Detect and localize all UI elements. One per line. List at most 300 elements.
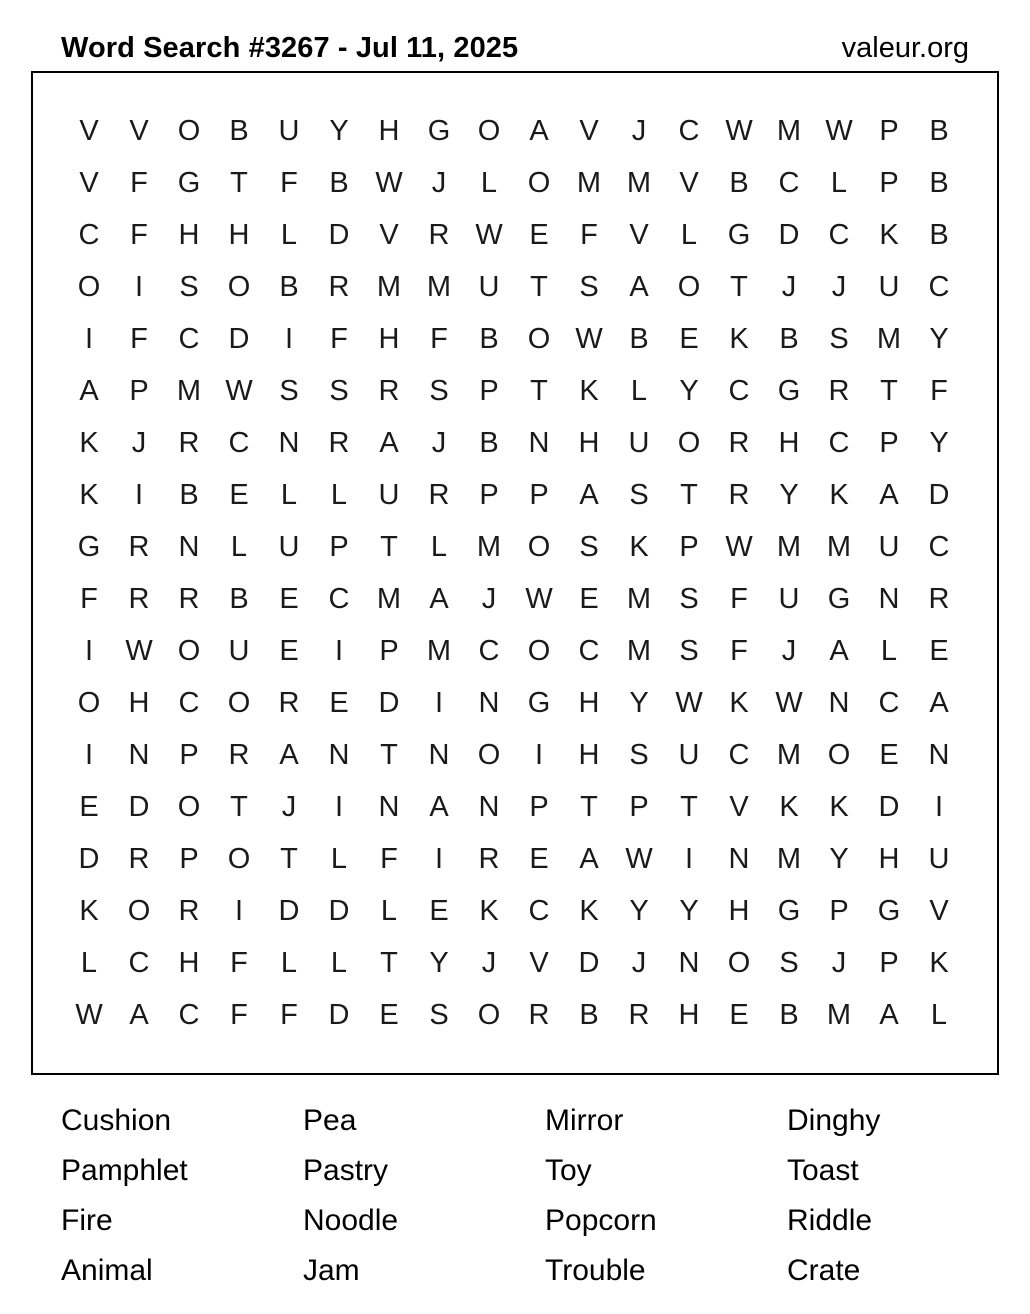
grid-cell[interactable]: H: [378, 322, 400, 355]
grid-cell[interactable]: U: [478, 270, 500, 303]
grid-cell[interactable]: M: [776, 842, 802, 875]
grid-cell[interactable]: W: [775, 686, 803, 719]
grid-cell[interactable]: B: [929, 218, 949, 251]
grid-cell[interactable]: O: [477, 998, 501, 1031]
grid-cell[interactable]: A: [879, 998, 899, 1031]
grid-cell[interactable]: L: [80, 946, 98, 979]
grid-cell[interactable]: I: [934, 790, 944, 823]
grid-cell[interactable]: T: [680, 478, 698, 511]
grid-cell[interactable]: E: [729, 998, 749, 1031]
grid-cell[interactable]: T: [530, 270, 548, 303]
grid-cell[interactable]: U: [278, 530, 300, 563]
grid-cell[interactable]: J: [831, 946, 847, 979]
grid-cell[interactable]: A: [279, 738, 299, 771]
grid-cell[interactable]: M: [576, 166, 602, 199]
grid-cell[interactable]: O: [527, 322, 551, 355]
grid-cell[interactable]: T: [380, 946, 398, 979]
grid-cell[interactable]: R: [328, 270, 350, 303]
grid-cell[interactable]: E: [379, 998, 399, 1031]
grid-cell[interactable]: I: [134, 478, 144, 511]
grid-cell[interactable]: C: [128, 946, 150, 979]
grid-cell[interactable]: E: [279, 634, 299, 667]
grid-cell[interactable]: L: [880, 634, 898, 667]
grid-cell[interactable]: I: [234, 894, 244, 927]
grid-cell[interactable]: L: [230, 530, 248, 563]
grid-cell[interactable]: D: [328, 218, 350, 251]
grid-cell[interactable]: F: [130, 322, 148, 355]
grid-cell[interactable]: G: [777, 374, 801, 407]
grid-cell[interactable]: W: [825, 114, 853, 147]
grid-cell[interactable]: L: [830, 166, 848, 199]
grid-cell[interactable]: E: [429, 894, 449, 927]
grid-cell[interactable]: B: [579, 998, 599, 1031]
grid-cell[interactable]: N: [128, 738, 150, 771]
grid-cell[interactable]: I: [134, 270, 144, 303]
grid-cell[interactable]: U: [228, 634, 250, 667]
grid-cell[interactable]: T: [730, 270, 748, 303]
grid-cell[interactable]: O: [227, 842, 251, 875]
grid-cell[interactable]: C: [578, 634, 600, 667]
grid-cell[interactable]: N: [178, 530, 200, 563]
grid-cell[interactable]: D: [228, 322, 250, 355]
grid-cell[interactable]: H: [228, 218, 250, 251]
grid-cell[interactable]: W: [725, 114, 753, 147]
grid-cell[interactable]: D: [578, 946, 600, 979]
grid-cell[interactable]: N: [828, 686, 850, 719]
grid-cell[interactable]: O: [177, 790, 201, 823]
grid-cell[interactable]: W: [725, 530, 753, 563]
grid-cell[interactable]: C: [878, 686, 900, 719]
grid-cell[interactable]: F: [130, 218, 148, 251]
grid-cell[interactable]: S: [579, 270, 599, 303]
grid-cell[interactable]: R: [128, 530, 150, 563]
grid-cell[interactable]: J: [481, 582, 497, 615]
grid-cell[interactable]: K: [879, 218, 899, 251]
grid-cell[interactable]: R: [478, 842, 500, 875]
grid-cell[interactable]: T: [380, 738, 398, 771]
grid-cell[interactable]: Y: [779, 478, 799, 511]
grid-cell[interactable]: D: [78, 842, 100, 875]
grid-cell[interactable]: F: [930, 374, 948, 407]
grid-cell[interactable]: I: [684, 842, 694, 875]
grid-cell[interactable]: N: [378, 790, 400, 823]
grid-cell[interactable]: Y: [679, 374, 699, 407]
grid-cell[interactable]: L: [330, 842, 348, 875]
grid-cell[interactable]: V: [629, 218, 649, 251]
grid-cell[interactable]: F: [580, 218, 598, 251]
grid-cell[interactable]: T: [230, 790, 248, 823]
grid-cell[interactable]: N: [278, 426, 300, 459]
grid-cell[interactable]: P: [179, 738, 199, 771]
grid-cell[interactable]: C: [528, 894, 550, 927]
grid-cell[interactable]: W: [575, 322, 603, 355]
grid-cell[interactable]: D: [128, 790, 150, 823]
grid-cell[interactable]: E: [579, 582, 599, 615]
grid-cell[interactable]: K: [579, 894, 599, 927]
grid-cell[interactable]: P: [629, 790, 649, 823]
grid-cell[interactable]: F: [730, 582, 748, 615]
grid-cell[interactable]: P: [879, 946, 899, 979]
grid-cell[interactable]: P: [879, 426, 899, 459]
grid-cell[interactable]: Y: [329, 114, 349, 147]
grid-cell[interactable]: T: [680, 790, 698, 823]
grid-cell[interactable]: K: [729, 322, 749, 355]
grid-cell[interactable]: H: [178, 218, 200, 251]
grid-cell[interactable]: L: [280, 218, 298, 251]
grid-cell[interactable]: V: [79, 166, 99, 199]
grid-cell[interactable]: B: [229, 114, 249, 147]
grid-cell[interactable]: P: [479, 478, 499, 511]
grid-cell[interactable]: G: [877, 894, 901, 927]
grid-cell[interactable]: R: [178, 582, 200, 615]
grid-cell[interactable]: O: [527, 634, 551, 667]
grid-cell[interactable]: C: [928, 270, 950, 303]
grid-cell[interactable]: C: [828, 218, 850, 251]
grid-cell[interactable]: R: [728, 478, 750, 511]
grid-cell[interactable]: V: [929, 894, 949, 927]
grid-cell[interactable]: H: [728, 894, 750, 927]
grid-cell[interactable]: M: [176, 374, 202, 407]
grid-cell[interactable]: E: [279, 582, 299, 615]
grid-cell[interactable]: E: [879, 738, 899, 771]
grid-cell[interactable]: U: [778, 582, 800, 615]
grid-cell[interactable]: I: [334, 790, 344, 823]
grid-cell[interactable]: M: [876, 322, 902, 355]
grid-cell[interactable]: H: [378, 114, 400, 147]
grid-cell[interactable]: N: [878, 582, 900, 615]
grid-cell[interactable]: L: [480, 166, 498, 199]
grid-cell[interactable]: V: [79, 114, 99, 147]
grid-cell[interactable]: M: [426, 270, 452, 303]
grid-cell[interactable]: L: [430, 530, 448, 563]
grid-cell[interactable]: T: [280, 842, 298, 875]
grid-cell[interactable]: I: [84, 322, 94, 355]
grid-cell[interactable]: V: [729, 790, 749, 823]
grid-cell[interactable]: M: [376, 270, 402, 303]
grid-cell[interactable]: J: [431, 166, 447, 199]
grid-cell[interactable]: E: [529, 218, 549, 251]
grid-cell[interactable]: B: [179, 478, 199, 511]
grid-cell[interactable]: F: [80, 582, 98, 615]
grid-cell[interactable]: C: [178, 322, 200, 355]
grid-cell[interactable]: P: [379, 634, 399, 667]
grid-cell[interactable]: J: [431, 426, 447, 459]
grid-cell[interactable]: K: [779, 790, 799, 823]
grid-cell[interactable]: V: [679, 166, 699, 199]
grid-cell[interactable]: B: [329, 166, 349, 199]
grid-cell[interactable]: N: [728, 842, 750, 875]
grid-cell[interactable]: B: [929, 166, 949, 199]
grid-cell[interactable]: H: [578, 426, 600, 459]
grid-cell[interactable]: N: [328, 738, 350, 771]
grid-cell[interactable]: G: [177, 166, 201, 199]
grid-cell[interactable]: S: [329, 374, 349, 407]
grid-cell[interactable]: R: [228, 738, 250, 771]
grid-cell[interactable]: Y: [429, 946, 449, 979]
grid-cell[interactable]: M: [776, 530, 802, 563]
grid-cell[interactable]: J: [281, 790, 297, 823]
grid-cell[interactable]: C: [928, 530, 950, 563]
grid-cell[interactable]: M: [776, 114, 802, 147]
grid-cell[interactable]: B: [729, 166, 749, 199]
grid-cell[interactable]: M: [626, 634, 652, 667]
grid-cell[interactable]: S: [629, 478, 649, 511]
grid-cell[interactable]: A: [79, 374, 99, 407]
grid-cell[interactable]: R: [328, 426, 350, 459]
grid-cell[interactable]: C: [728, 738, 750, 771]
grid-cell[interactable]: Y: [929, 322, 949, 355]
grid-cell[interactable]: H: [678, 998, 700, 1031]
grid-cell[interactable]: W: [125, 634, 153, 667]
grid-cell[interactable]: Y: [629, 686, 649, 719]
grid-cell[interactable]: S: [179, 270, 199, 303]
grid-cell[interactable]: O: [77, 686, 101, 719]
grid-cell[interactable]: B: [479, 322, 499, 355]
grid-cell[interactable]: T: [880, 374, 898, 407]
grid-cell[interactable]: D: [928, 478, 950, 511]
grid-cell[interactable]: T: [380, 530, 398, 563]
grid-cell[interactable]: M: [826, 530, 852, 563]
grid-cell[interactable]: C: [728, 374, 750, 407]
grid-cell[interactable]: Y: [679, 894, 699, 927]
grid-cell[interactable]: U: [928, 842, 950, 875]
grid-cell[interactable]: O: [477, 114, 501, 147]
grid-cell[interactable]: I: [434, 842, 444, 875]
grid-cell[interactable]: C: [778, 166, 800, 199]
grid-cell[interactable]: H: [128, 686, 150, 719]
grid-cell[interactable]: A: [579, 478, 599, 511]
grid-cell[interactable]: J: [831, 270, 847, 303]
grid-cell[interactable]: F: [230, 946, 248, 979]
grid-cell[interactable]: A: [379, 426, 399, 459]
grid-cell[interactable]: G: [727, 218, 751, 251]
grid-cell[interactable]: B: [229, 582, 249, 615]
grid-cell[interactable]: W: [375, 166, 403, 199]
grid-cell[interactable]: H: [178, 946, 200, 979]
grid-cell[interactable]: F: [730, 634, 748, 667]
grid-cell[interactable]: O: [127, 894, 151, 927]
grid-cell[interactable]: A: [429, 582, 449, 615]
grid-cell[interactable]: J: [631, 946, 647, 979]
grid-cell[interactable]: F: [430, 322, 448, 355]
grid-cell[interactable]: D: [878, 790, 900, 823]
grid-cell[interactable]: R: [128, 842, 150, 875]
grid-cell[interactable]: K: [79, 426, 99, 459]
grid-cell[interactable]: J: [631, 114, 647, 147]
grid-cell[interactable]: A: [129, 998, 149, 1031]
grid-cell[interactable]: O: [477, 738, 501, 771]
grid-cell[interactable]: G: [527, 686, 551, 719]
grid-cell[interactable]: P: [329, 530, 349, 563]
grid-cell[interactable]: S: [679, 634, 699, 667]
grid-cell[interactable]: L: [380, 894, 398, 927]
grid-cell[interactable]: N: [478, 686, 500, 719]
grid-cell[interactable]: V: [129, 114, 149, 147]
grid-cell[interactable]: T: [230, 166, 248, 199]
grid-cell[interactable]: E: [229, 478, 249, 511]
grid-cell[interactable]: U: [678, 738, 700, 771]
grid-cell[interactable]: U: [278, 114, 300, 147]
grid-cell[interactable]: M: [426, 634, 452, 667]
grid-cell[interactable]: O: [827, 738, 851, 771]
grid-cell[interactable]: P: [679, 530, 699, 563]
grid-cell[interactable]: W: [75, 998, 103, 1031]
grid-cell[interactable]: W: [225, 374, 253, 407]
grid-cell[interactable]: K: [79, 894, 99, 927]
grid-cell[interactable]: B: [929, 114, 949, 147]
grid-cell[interactable]: A: [529, 114, 549, 147]
grid-cell[interactable]: F: [380, 842, 398, 875]
grid-cell[interactable]: V: [379, 218, 399, 251]
grid-cell[interactable]: W: [675, 686, 703, 719]
grid-cell[interactable]: M: [826, 998, 852, 1031]
grid-cell[interactable]: K: [479, 894, 499, 927]
grid-cell[interactable]: M: [376, 582, 402, 615]
grid-cell[interactable]: U: [628, 426, 650, 459]
grid-cell[interactable]: O: [227, 686, 251, 719]
grid-cell[interactable]: P: [829, 894, 849, 927]
grid-cell[interactable]: O: [77, 270, 101, 303]
grid-cell[interactable]: A: [579, 842, 599, 875]
grid-cell[interactable]: D: [328, 894, 350, 927]
grid-cell[interactable]: M: [776, 738, 802, 771]
grid-cell[interactable]: P: [879, 114, 899, 147]
grid-cell[interactable]: E: [329, 686, 349, 719]
grid-cell[interactable]: C: [228, 426, 250, 459]
grid-cell[interactable]: Y: [829, 842, 849, 875]
grid-cell[interactable]: S: [629, 738, 649, 771]
grid-cell[interactable]: U: [878, 270, 900, 303]
grid-cell[interactable]: C: [178, 686, 200, 719]
grid-cell[interactable]: T: [530, 374, 548, 407]
grid-cell[interactable]: R: [428, 218, 450, 251]
grid-cell[interactable]: O: [177, 634, 201, 667]
grid-cell[interactable]: R: [278, 686, 300, 719]
grid-cell[interactable]: R: [178, 894, 200, 927]
grid-cell[interactable]: K: [579, 374, 599, 407]
grid-cell[interactable]: E: [679, 322, 699, 355]
grid-cell[interactable]: R: [128, 582, 150, 615]
grid-cell[interactable]: J: [131, 426, 147, 459]
grid-cell[interactable]: O: [677, 426, 701, 459]
grid-cell[interactable]: P: [879, 166, 899, 199]
grid-cell[interactable]: I: [434, 686, 444, 719]
grid-cell[interactable]: D: [778, 218, 800, 251]
grid-cell[interactable]: K: [729, 686, 749, 719]
grid-cell[interactable]: H: [578, 686, 600, 719]
grid-cell[interactable]: P: [479, 374, 499, 407]
grid-cell[interactable]: K: [829, 790, 849, 823]
grid-cell[interactable]: S: [429, 998, 449, 1031]
grid-cell[interactable]: M: [626, 582, 652, 615]
grid-cell[interactable]: B: [479, 426, 499, 459]
grid-cell[interactable]: D: [278, 894, 300, 927]
grid-cell[interactable]: L: [930, 998, 948, 1031]
grid-cell[interactable]: I: [84, 634, 94, 667]
grid-cell[interactable]: D: [328, 998, 350, 1031]
grid-cell[interactable]: Y: [629, 894, 649, 927]
grid-cell[interactable]: B: [279, 270, 299, 303]
grid-cell[interactable]: O: [727, 946, 751, 979]
grid-cell[interactable]: E: [529, 842, 549, 875]
grid-cell[interactable]: M: [476, 530, 502, 563]
grid-cell[interactable]: H: [578, 738, 600, 771]
grid-cell[interactable]: W: [525, 582, 553, 615]
grid-cell[interactable]: B: [629, 322, 649, 355]
grid-cell[interactable]: F: [130, 166, 148, 199]
grid-cell[interactable]: K: [629, 530, 649, 563]
grid-cell[interactable]: Y: [929, 426, 949, 459]
grid-cell[interactable]: N: [928, 738, 950, 771]
grid-cell[interactable]: R: [378, 374, 400, 407]
grid-cell[interactable]: P: [129, 374, 149, 407]
grid-cell[interactable]: L: [680, 218, 698, 251]
grid-cell[interactable]: C: [178, 998, 200, 1031]
grid-cell[interactable]: M: [626, 166, 652, 199]
grid-cell[interactable]: V: [529, 946, 549, 979]
grid-cell[interactable]: N: [678, 946, 700, 979]
grid-cell[interactable]: S: [779, 946, 799, 979]
grid-cell[interactable]: F: [330, 322, 348, 355]
grid-cell[interactable]: L: [630, 374, 648, 407]
grid-cell[interactable]: L: [280, 478, 298, 511]
grid-cell[interactable]: F: [280, 998, 298, 1031]
grid-cell[interactable]: L: [280, 946, 298, 979]
grid-cell[interactable]: R: [928, 582, 950, 615]
grid-cell[interactable]: O: [527, 530, 551, 563]
grid-cell[interactable]: R: [178, 426, 200, 459]
grid-cell[interactable]: I: [84, 738, 94, 771]
grid-cell[interactable]: A: [929, 686, 949, 719]
grid-cell[interactable]: C: [78, 218, 100, 251]
grid-cell[interactable]: A: [879, 478, 899, 511]
grid-cell[interactable]: O: [177, 114, 201, 147]
grid-cell[interactable]: N: [528, 426, 550, 459]
grid-cell[interactable]: G: [777, 894, 801, 927]
grid-cell[interactable]: A: [629, 270, 649, 303]
grid-cell[interactable]: R: [428, 478, 450, 511]
grid-cell[interactable]: B: [779, 322, 799, 355]
grid-cell[interactable]: T: [580, 790, 598, 823]
grid-cell[interactable]: H: [878, 842, 900, 875]
grid-cell[interactable]: I: [534, 738, 544, 771]
grid-cell[interactable]: U: [378, 478, 400, 511]
grid-cell[interactable]: O: [227, 270, 251, 303]
grid-cell[interactable]: R: [528, 998, 550, 1031]
grid-cell[interactable]: V: [579, 114, 599, 147]
grid-cell[interactable]: J: [781, 270, 797, 303]
grid-cell[interactable]: J: [781, 634, 797, 667]
grid-cell[interactable]: S: [679, 582, 699, 615]
grid-cell[interactable]: C: [678, 114, 700, 147]
grid-cell[interactable]: R: [828, 374, 850, 407]
grid-cell[interactable]: G: [427, 114, 451, 147]
grid-cell[interactable]: A: [829, 634, 849, 667]
grid-cell[interactable]: F: [230, 998, 248, 1031]
grid-cell[interactable]: H: [778, 426, 800, 459]
grid-cell[interactable]: S: [829, 322, 849, 355]
grid-cell[interactable]: J: [481, 946, 497, 979]
grid-cell[interactable]: G: [827, 582, 851, 615]
grid-cell[interactable]: O: [527, 166, 551, 199]
grid-cell[interactable]: R: [628, 998, 650, 1031]
grid-cell[interactable]: O: [677, 270, 701, 303]
grid-cell[interactable]: L: [330, 946, 348, 979]
grid-cell[interactable]: R: [728, 426, 750, 459]
grid-cell[interactable]: K: [929, 946, 949, 979]
grid-cell[interactable]: U: [878, 530, 900, 563]
grid-cell[interactable]: K: [829, 478, 849, 511]
